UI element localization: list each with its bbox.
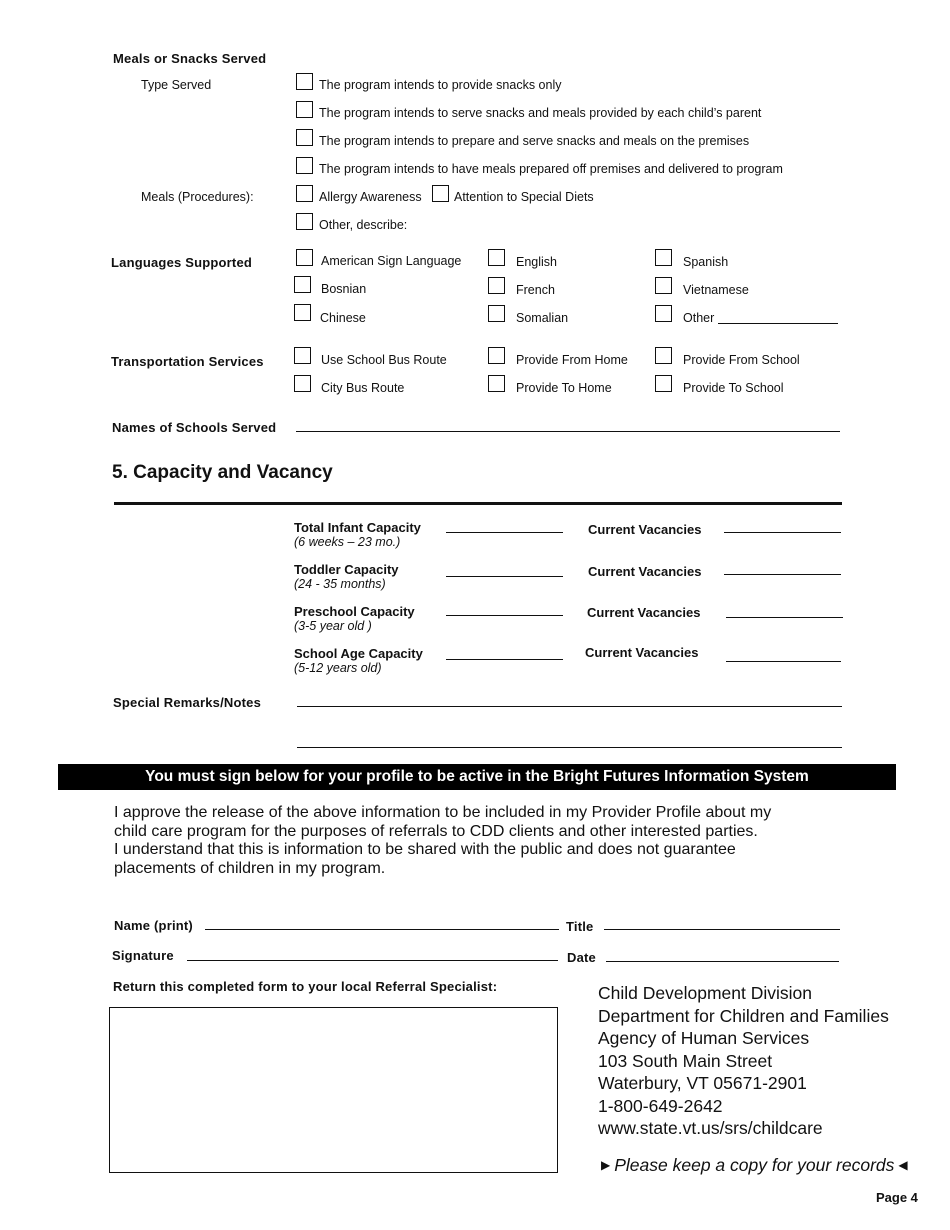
language-label-other: Other	[683, 311, 715, 325]
meal-type-checkbox-3[interactable]	[296, 129, 313, 146]
allergy-checkbox[interactable]	[296, 185, 313, 202]
language-other-line[interactable]	[718, 323, 838, 324]
transport-checkbox-school-bus[interactable]	[294, 347, 311, 364]
address-line: 1-800-649-2642	[598, 1095, 723, 1116]
title-label: Title	[566, 919, 594, 934]
preschool-vacancy-line[interactable]	[726, 617, 843, 618]
language-label-asl: American Sign Language	[321, 254, 462, 268]
language-checkbox-chinese[interactable]	[294, 304, 311, 321]
school-age-vacancy-label: Current Vacancies	[585, 645, 699, 660]
meal-type-label-3: The program intends to prepare and serve snacks and meals on the premises	[319, 134, 750, 148]
language-checkbox-other[interactable]	[655, 305, 672, 322]
approval-line: I approve the release of the above information to be included in my Provider Profile about my	[114, 804, 772, 821]
date-line[interactable]	[606, 961, 839, 962]
toddler-vacancy-line[interactable]	[724, 574, 841, 575]
schools-served-label: Names of Schools Served	[112, 420, 277, 435]
date-label: Date	[567, 950, 596, 965]
infant-capacity-sub: (6 weeks – 23 mo.)	[294, 535, 401, 549]
approval-line: placements of children in my program.	[114, 859, 386, 877]
remarks-line-2[interactable]	[297, 747, 842, 748]
preschool-capacity-sub: (3-5 year old )	[294, 619, 372, 633]
preschool-vacancy-label: Current Vacancies	[587, 605, 701, 620]
transport-checkbox-to-school[interactable]	[655, 375, 672, 392]
referral-specialist-box[interactable]	[109, 1007, 558, 1173]
transport-checkbox-to-home[interactable]	[488, 375, 505, 392]
triangle-left-icon: ◀	[898, 1158, 908, 1172]
transport-label-school-bus: Use School Bus Route	[321, 353, 447, 367]
school-age-capacity-sub: (5-12 years old)	[294, 661, 382, 675]
language-checkbox-spanish[interactable]	[655, 249, 672, 266]
language-label-bosnian: Bosnian	[321, 282, 367, 296]
address-block	[598, 982, 889, 1140]
meal-type-label-1: The program intends to provide snacks only	[319, 78, 562, 92]
meal-type-checkbox-2[interactable]	[296, 101, 313, 118]
signature-banner: You must sign below for your profile to be active in the Bright Futures Information System	[58, 764, 896, 790]
languages-heading: Languages Supported	[111, 255, 253, 270]
language-label-english: English	[516, 255, 557, 269]
transport-label-city-bus: City Bus Route	[321, 381, 405, 395]
approval-line: I understand that this is information to be shared with the public and does not guarantee	[114, 841, 736, 858]
language-checkbox-asl[interactable]	[296, 249, 313, 266]
meal-type-checkbox-4[interactable]	[296, 157, 313, 174]
infant-capacity-label: Total Infant Capacity	[294, 520, 421, 535]
transport-heading: Transportation Services	[111, 354, 264, 369]
capacity-title: 5. Capacity and Vacancy	[112, 462, 333, 483]
meal-procedures-label: Meals (Procedures):	[141, 190, 254, 204]
language-label-french: French	[516, 283, 555, 297]
address-line: www.state.vt.us/srs/childcare	[598, 1118, 823, 1138]
language-label-vietnamese: Vietnamese	[683, 283, 749, 297]
transport-checkbox-from-school[interactable]	[655, 347, 672, 364]
meals-heading: Meals or Snacks Served	[113, 51, 267, 66]
signature-line[interactable]	[187, 960, 558, 961]
meal-type-label-4: The program intends to have meals prepared off premises and delivered to program	[319, 162, 783, 176]
toddler-capacity-sub: (24 - 35 months)	[294, 577, 386, 591]
type-served-label: Type Served	[141, 78, 212, 92]
transport-label-from-school: Provide From School	[683, 353, 800, 367]
name-print-line[interactable]	[205, 929, 559, 930]
signature-label: Signature	[112, 948, 174, 963]
special-diets-checkbox[interactable]	[432, 185, 449, 202]
allergy-label: Allergy Awareness	[319, 190, 422, 204]
transport-checkbox-from-home[interactable]	[488, 347, 505, 364]
meal-type-label-2: The program intends to serve snacks and meals provided by each child’s parent	[319, 106, 762, 120]
language-checkbox-somalian[interactable]	[488, 305, 505, 322]
capacity-rule	[114, 502, 842, 505]
address-line: Child Development Division	[598, 983, 812, 1003]
toddler-vacancy-label: Current Vacancies	[588, 564, 702, 579]
toddler-capacity-line[interactable]	[446, 576, 563, 577]
address-line: Agency of Human Services	[598, 1028, 810, 1048]
keep-copy-note	[601, 1155, 908, 1176]
transport-label-from-home: Provide From Home	[516, 353, 628, 367]
language-label-chinese: Chinese	[320, 311, 366, 325]
infant-capacity-line[interactable]	[446, 532, 563, 533]
infant-vacancy-label: Current Vacancies	[588, 522, 702, 537]
school-age-capacity-label: School Age Capacity	[294, 646, 423, 661]
name-print-label: Name (print)	[114, 918, 193, 933]
toddler-capacity-label: Toddler Capacity	[294, 562, 399, 577]
transport-checkbox-city-bus[interactable]	[294, 375, 311, 392]
keep-copy-text: Please keep a copy for your records	[614, 1155, 895, 1175]
address-line: Waterbury, VT 05671-2901	[598, 1073, 807, 1093]
language-checkbox-vietnamese[interactable]	[655, 277, 672, 294]
meal-other-checkbox[interactable]	[296, 213, 313, 230]
language-checkbox-french[interactable]	[488, 277, 505, 294]
triangle-right-icon: ▶	[601, 1158, 611, 1172]
title-line[interactable]	[604, 929, 840, 930]
schools-served-line[interactable]	[296, 431, 840, 432]
return-form-label: Return this completed form to your local Referral Specialist:	[113, 979, 498, 994]
language-checkbox-english[interactable]	[488, 249, 505, 266]
school-age-capacity-line[interactable]	[446, 659, 563, 660]
special-diets-label: Attention to Special Diets	[454, 190, 594, 204]
preschool-capacity-line[interactable]	[446, 615, 563, 616]
language-label-somalian: Somalian	[516, 311, 569, 325]
meal-type-checkbox-1[interactable]	[296, 73, 313, 90]
address-line: Department for Children and Families	[598, 1005, 889, 1026]
school-age-vacancy-line[interactable]	[726, 661, 841, 662]
approval-line: child care program for the purposes of referrals to CDD clients and other interested parties.	[114, 822, 758, 840]
transport-label-to-school: Provide To School	[683, 381, 784, 395]
page-number: Page 4	[876, 1190, 918, 1205]
language-checkbox-bosnian[interactable]	[294, 276, 311, 293]
remarks-label: Special Remarks/Notes	[113, 695, 261, 710]
address-line: 103 South Main Street	[598, 1050, 773, 1071]
remarks-line-1[interactable]	[297, 706, 842, 707]
transport-label-to-home: Provide To Home	[516, 381, 612, 395]
meal-other-label: Other, describe:	[319, 218, 408, 232]
language-label-spanish: Spanish	[683, 255, 729, 269]
preschool-capacity-label: Preschool Capacity	[294, 604, 415, 619]
infant-vacancy-line[interactable]	[724, 532, 841, 533]
approval-paragraph	[114, 804, 771, 878]
